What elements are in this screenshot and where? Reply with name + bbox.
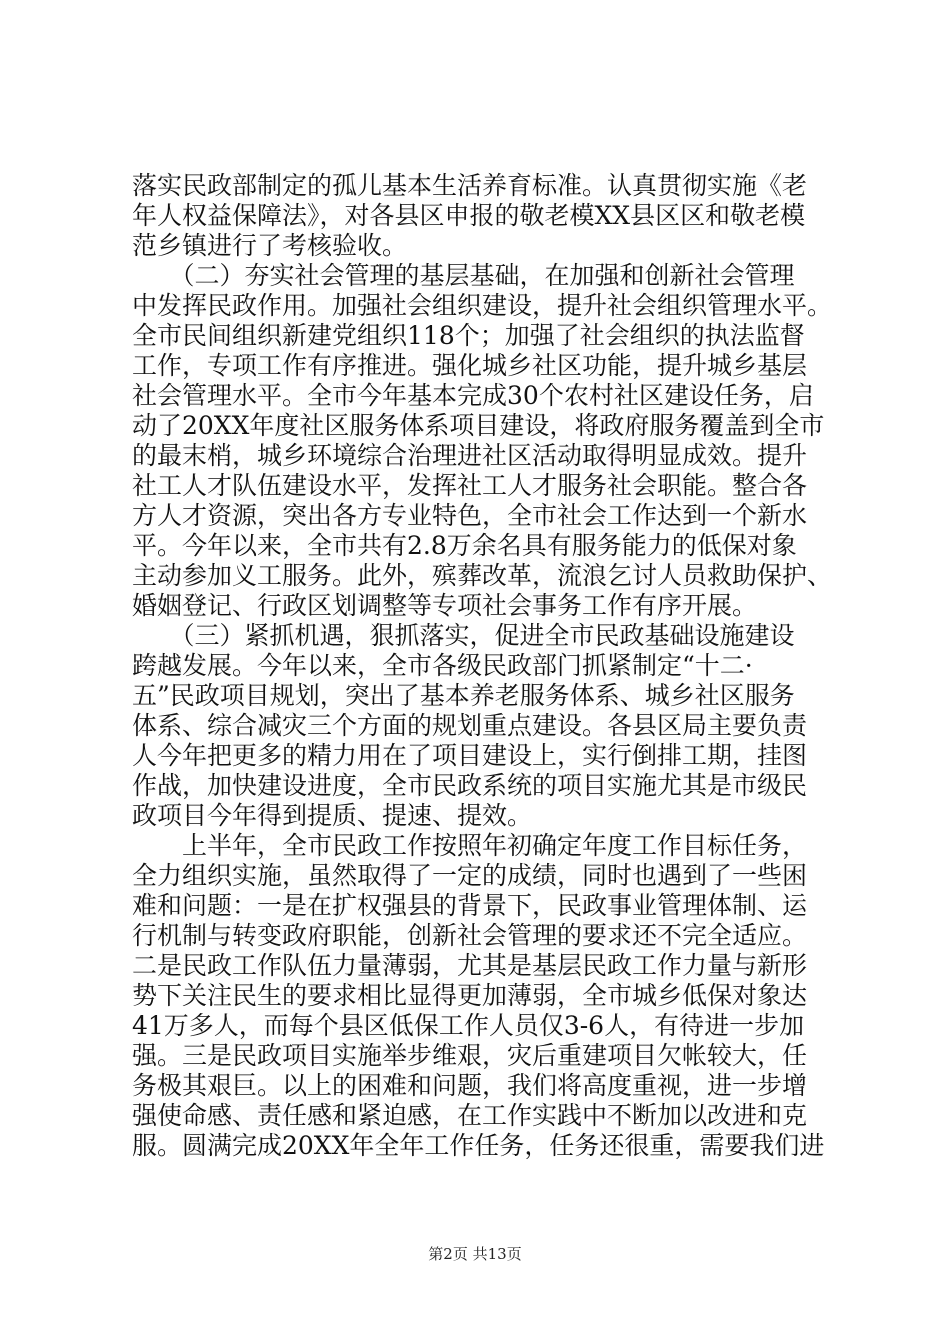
text-line: 年人权益保障法》，对各县区申报的敬老模XX县区区和敬老模 bbox=[132, 201, 806, 230]
text-line: （二）夯实社会管理的基层基础，在加强和创新社会管理 bbox=[132, 261, 795, 290]
text-line: 跨越发展。今年以来，全市各级民政部门抓紧制定“十二· bbox=[132, 651, 753, 680]
body-text bbox=[132, 171, 832, 1161]
text-line: 全市民间组织新建党组织118个；加强了社会组织的执法监督 bbox=[132, 321, 805, 350]
text-line: 上半年，全市民政工作按照年初确定年度工作目标任务， bbox=[132, 831, 808, 860]
text-line: 落实民政部制定的孤儿基本生活养育标准。认真贯彻实施《老 bbox=[132, 171, 808, 200]
text-line: 二是民政工作队伍力量薄弱，尤其是基层民政工作力量与新形 bbox=[132, 951, 808, 980]
text-line: 平。今年以来，全市共有2.8万余名具有服务能力的低保对象 bbox=[132, 531, 797, 560]
text-line: 难和问题：一是在扩权强县的背景下，民政事业管理体制、运 bbox=[132, 891, 808, 920]
text-line: 五”民政项目规划，突出了基本养老服务体系、城乡社区服务 bbox=[132, 681, 795, 710]
text-line: 强。三是民政项目实施举步维艰，灾后重建项目欠帐较大，任 bbox=[132, 1041, 808, 1070]
text-line: 行机制与转变政府职能，创新社会管理的要求还不完全适应。 bbox=[132, 921, 808, 950]
text-line: 社工人才队伍建设水平，发挥社工人才服务社会职能。整合各 bbox=[132, 471, 808, 500]
text-line: 服。圆满完成20XX年全年工作任务，任务还很重，需要我们进 bbox=[132, 1131, 825, 1160]
text-line: 人今年把更多的精力用在了项目建设上，实行倒排工期，挂图 bbox=[132, 741, 808, 770]
text-line: 势下关注民生的要求相比显得更加薄弱，全市城乡低保对象达 bbox=[132, 981, 808, 1010]
text-line: 工作，专项工作有序推进。强化城乡社区功能，提升城乡基层 bbox=[132, 351, 808, 380]
text-line: 务极其艰巨。以上的困难和问题，我们将高度重视，进一步增 bbox=[132, 1071, 808, 1100]
text-line: 婚姻登记、行政区划调整等专项社会事务工作有序开展。 bbox=[132, 591, 758, 620]
text-line: 强使命感、责任感和紧迫感，在工作实践中不断加以改进和克 bbox=[132, 1101, 808, 1130]
text-line: 中发挥民政作用。加强社会组织建设，提升社会组织管理水平。 bbox=[132, 291, 833, 320]
text-line: 全力组织实施，虽然取得了一定的成绩，同时也遇到了一些困 bbox=[132, 861, 808, 890]
text-line: 范乡镇进行了考核验收。 bbox=[132, 231, 408, 260]
text-line: 41万多人，而每个县区低保工作人员仅3-6人，有待进一步加 bbox=[132, 1011, 805, 1040]
text-line: 作战，加快建设进度，全市民政系统的项目实施尤其是市级民 bbox=[132, 771, 808, 800]
text-line: 体系、综合减灾三个方面的规划重点建设。各县区局主要负责 bbox=[132, 711, 808, 740]
text-line: （三）紧抓机遇，狠抓落实，促进全市民政基础设施建设 bbox=[132, 621, 795, 650]
text-line: 动了20XX年度社区服务体系项目建设，将政府服务覆盖到全市 bbox=[132, 411, 825, 440]
page-footer: 第2页 共13页 bbox=[428, 1245, 522, 1263]
text-line: 政项目今年得到提质、提速、提效。 bbox=[132, 801, 533, 830]
text-line: 方人才资源，突出各方专业特色，全市社会工作达到一个新水 bbox=[132, 501, 808, 530]
text-line: 社会管理水平。全市今年基本完成30个农村社区建设任务，启 bbox=[132, 381, 814, 410]
text-line: 的最末梢，城乡环境综合治理进社区活动取得明显成效。提升 bbox=[132, 441, 808, 470]
text-line: 主动参加义工服务。此外，殡葬改革，流浪乞讨人员救助保护、 bbox=[132, 561, 833, 590]
